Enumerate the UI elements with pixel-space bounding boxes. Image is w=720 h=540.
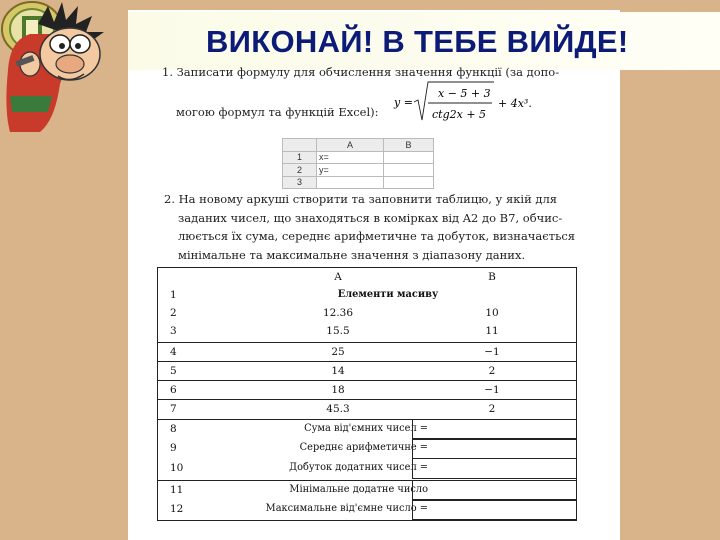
col-a-header: A	[334, 271, 342, 283]
mini-row-num: 1	[283, 151, 317, 164]
cell-a: 18	[331, 384, 345, 396]
task2-line: заданих чисел, що знаходяться в комірках від A2 до B7, обчис-	[178, 210, 563, 225]
cell-b: 2	[488, 403, 496, 415]
table-merged-row	[158, 286, 576, 306]
cell-b: −1	[484, 384, 500, 396]
cell-b: 2	[488, 365, 496, 377]
calc-row	[158, 459, 576, 479]
calc-row	[158, 439, 576, 459]
table-row	[158, 322, 576, 342]
formula-lhs: y =	[394, 96, 413, 109]
cartoon-boy-icon	[0, 0, 128, 135]
row-number: 1	[170, 289, 177, 301]
answer-cell[interactable]	[412, 419, 576, 440]
row-number: 11	[170, 484, 184, 496]
mini-cell	[384, 151, 434, 164]
calc-label: Добуток додатних чисел =	[289, 462, 428, 473]
row-number: 10	[170, 462, 184, 474]
table-row	[158, 342, 576, 362]
cell-b: 10	[485, 307, 499, 319]
mini-row-num: 2	[283, 164, 317, 177]
formula	[392, 80, 542, 128]
table-row	[158, 304, 576, 324]
calc-label: Мінімальне додатне число	[289, 484, 428, 495]
data-table	[157, 267, 577, 521]
excel-snippet	[282, 138, 434, 189]
answer-cell[interactable]	[412, 480, 576, 501]
formula-numerator: x − 5 + 3	[438, 87, 491, 100]
mini-row	[283, 151, 434, 164]
cell-a: 15.5	[326, 325, 350, 337]
answer-cell[interactable]	[412, 499, 576, 520]
mini-cell: y=	[317, 164, 384, 177]
answer-cell[interactable]	[412, 458, 576, 479]
row-number: 7	[170, 403, 177, 415]
row-number: 8	[170, 423, 177, 435]
row-number: 12	[170, 503, 184, 515]
mini-cell	[384, 164, 434, 177]
row-number: 4	[170, 346, 177, 358]
answer-cell[interactable]	[412, 438, 576, 459]
cell-a: 25	[331, 346, 345, 358]
cell-a: 14	[331, 365, 345, 377]
cell-b: 11	[485, 325, 499, 337]
mini-col-b: B	[384, 139, 434, 152]
calc-label: Максимальне від'ємне число =	[265, 503, 428, 514]
row-number: 2	[170, 307, 177, 319]
task2-lead: 2. На новому аркуші створити та заповнити таблицю, у якій для	[164, 192, 558, 206]
table-row	[158, 361, 576, 381]
mini-row-num: 3	[283, 176, 317, 189]
task1-text: 1. Записати формулу для обчислення значення функції (за допо-	[162, 65, 560, 79]
table-row	[158, 380, 576, 400]
calc-row	[158, 480, 576, 500]
col-b-header: B	[488, 271, 496, 283]
mini-row	[283, 176, 434, 189]
row-number: 6	[170, 384, 177, 396]
task1-text-line2: могою формул та функцій Excel):	[176, 105, 379, 119]
task2-line: люється їх сума, середнє арифметичне та добуток, визначається	[178, 229, 576, 243]
calc-row	[158, 500, 576, 520]
mini-cell: x=	[317, 151, 384, 164]
mini-col-a: A	[317, 139, 384, 152]
row-number: 3	[170, 325, 177, 337]
task2-line: мінімальне та максимальне значення з діапазону даних.	[178, 247, 526, 262]
cell-a: 45.3	[326, 403, 350, 415]
table-header-row	[158, 268, 576, 288]
mini-cell	[384, 176, 434, 189]
calc-label: Середнє арифметичне =	[299, 442, 428, 453]
row-number: 5	[170, 365, 177, 377]
calc-row	[158, 419, 576, 439]
task2-text	[164, 190, 582, 264]
cell-a: 12.36	[322, 307, 354, 319]
table-row	[158, 399, 576, 419]
cell-b: −1	[484, 346, 500, 358]
merged-header: Елементи масиву	[337, 289, 439, 300]
formula-denominator: ctg2x + 5	[432, 108, 487, 121]
row-number: 9	[170, 442, 177, 454]
calc-label: Сума від'ємних чисел =	[304, 423, 428, 434]
mini-row	[283, 164, 434, 177]
mini-cell	[317, 176, 384, 189]
page-title: ВИКОНАЙ! В ТЕБЕ ВИЙДЕ!	[206, 24, 629, 59]
formula-tail: + 4x³.	[498, 97, 532, 110]
